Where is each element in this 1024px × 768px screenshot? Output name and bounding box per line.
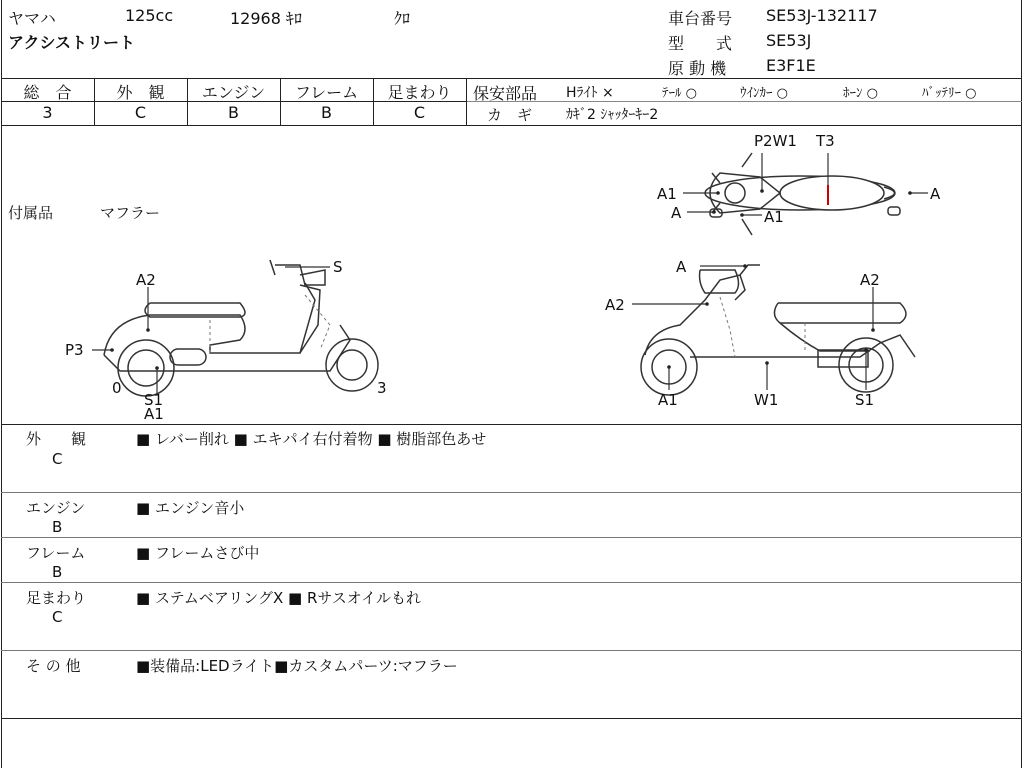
remark-label-exterior: 外 観 (26, 430, 87, 448)
remark-grade-engine: B (52, 518, 63, 536)
score-label-exterior: 外 観 (116, 83, 165, 102)
type-value: SE53J (766, 31, 812, 50)
label-top-a-lower: A (671, 204, 682, 222)
accessories-value: マフラー (100, 204, 161, 222)
score-value-engine: B (228, 103, 239, 122)
label-left-0: 0 (112, 379, 122, 397)
score-label-suspension: 足まわり (387, 83, 452, 102)
label-p2w1: P2W1 (754, 132, 797, 150)
left-side-leaders (92, 267, 330, 393)
top-view-scooter (705, 153, 900, 235)
label-left-s1: S1 (144, 391, 164, 409)
remark-text-other: ■装備品:LEDライト■カスタムパーツ:マフラー (136, 657, 458, 675)
remark-label-other: そ の 他 (26, 657, 81, 675)
frame-no: SE53J-132117 (766, 6, 878, 25)
safety-horn: ﾎｰﾝ ○ (843, 86, 878, 101)
label-left-p3: P3 (65, 341, 84, 359)
label-top-a: A (930, 185, 941, 203)
label-right-a1: A1 (658, 391, 678, 409)
remark-text-engine: ■ エンジン音小 (136, 499, 245, 517)
score-value-frame: B (321, 103, 332, 122)
model-name: アクシストリート (8, 33, 136, 52)
remark-label-engine: エンジン (26, 499, 86, 517)
label-left-a1: A1 (144, 405, 164, 423)
score-value-exterior: C (134, 103, 147, 122)
remark-label-suspension: 足まわり (26, 589, 87, 607)
score-label-engine: エンジン (201, 83, 266, 102)
engine-label: 原 動 機 (668, 59, 727, 78)
remark-text-suspension: ■ ステムベアリングX ■ Rサスオイルもれ (136, 589, 422, 607)
safety-battery: ﾊﾞｯﾃﾘｰ ○ (922, 86, 977, 101)
label-right-s1: S1 (855, 391, 875, 409)
label-right-w1: W1 (754, 391, 779, 409)
safety-winker: ｳｲﾝｶｰ ○ (740, 86, 788, 101)
label-t3: T3 (816, 132, 835, 150)
rule (1, 650, 1022, 651)
displacement: 125cc (125, 6, 174, 25)
label-right-a2-left: A2 (605, 296, 625, 314)
label-left-3: 3 (377, 379, 387, 397)
frame-no-label: 車台番号 (668, 9, 733, 28)
rule (467, 101, 1022, 102)
score-label-overall: 総 合 (23, 83, 72, 102)
accessories-label: 付属品 (8, 204, 54, 222)
rule (1, 78, 1022, 79)
label-right-a2-right: A2 (860, 271, 880, 289)
safety-label: 保安部品 (473, 84, 538, 103)
label-top-a1-lower: A1 (764, 208, 784, 226)
key-label: カ ギ (487, 106, 533, 124)
remark-text-exterior: ■ レバー削れ ■ エキパイ右付着物 ■ 樹脂部色あせ (136, 430, 487, 448)
rule (466, 78, 467, 125)
score-value-suspension: C (413, 103, 426, 122)
key-value: ｶｷﾞ2 ｼｬｯﾀｰｷｰ2 (566, 107, 659, 123)
scooter-diagrams (0, 125, 1024, 425)
score-label-frame: フレーム (294, 83, 359, 102)
remark-label-frame: フレーム (26, 544, 86, 562)
remark-grade-suspension: C (52, 608, 63, 626)
label-left-a2: A2 (136, 271, 156, 289)
maker: ヤマハ (8, 9, 56, 28)
remark-text-frame: ■ フレームさび中 (136, 544, 260, 562)
remark-grade-frame: B (52, 563, 63, 581)
rule (1, 492, 1022, 493)
label-left-s: S (333, 258, 343, 276)
rule (1, 582, 1022, 583)
rule (1, 537, 1022, 538)
type-label: 型 式 (668, 34, 733, 53)
label-right-a: A (676, 258, 687, 276)
safety-tail: ﾃｰﾙ ○ (662, 86, 697, 101)
remark-grade-exterior: C (52, 450, 63, 468)
rule (1, 718, 1022, 719)
color: ｸﾛ (394, 9, 411, 28)
rule (1, 424, 1022, 425)
label-top-a1: A1 (657, 185, 677, 203)
score-value-overall: 3 (42, 103, 53, 122)
safety-headlight: Hﾗｲﾄ × (566, 85, 614, 101)
mileage: 12968 ｷﾛ (230, 9, 302, 28)
engine-value: E3F1E (766, 56, 816, 75)
